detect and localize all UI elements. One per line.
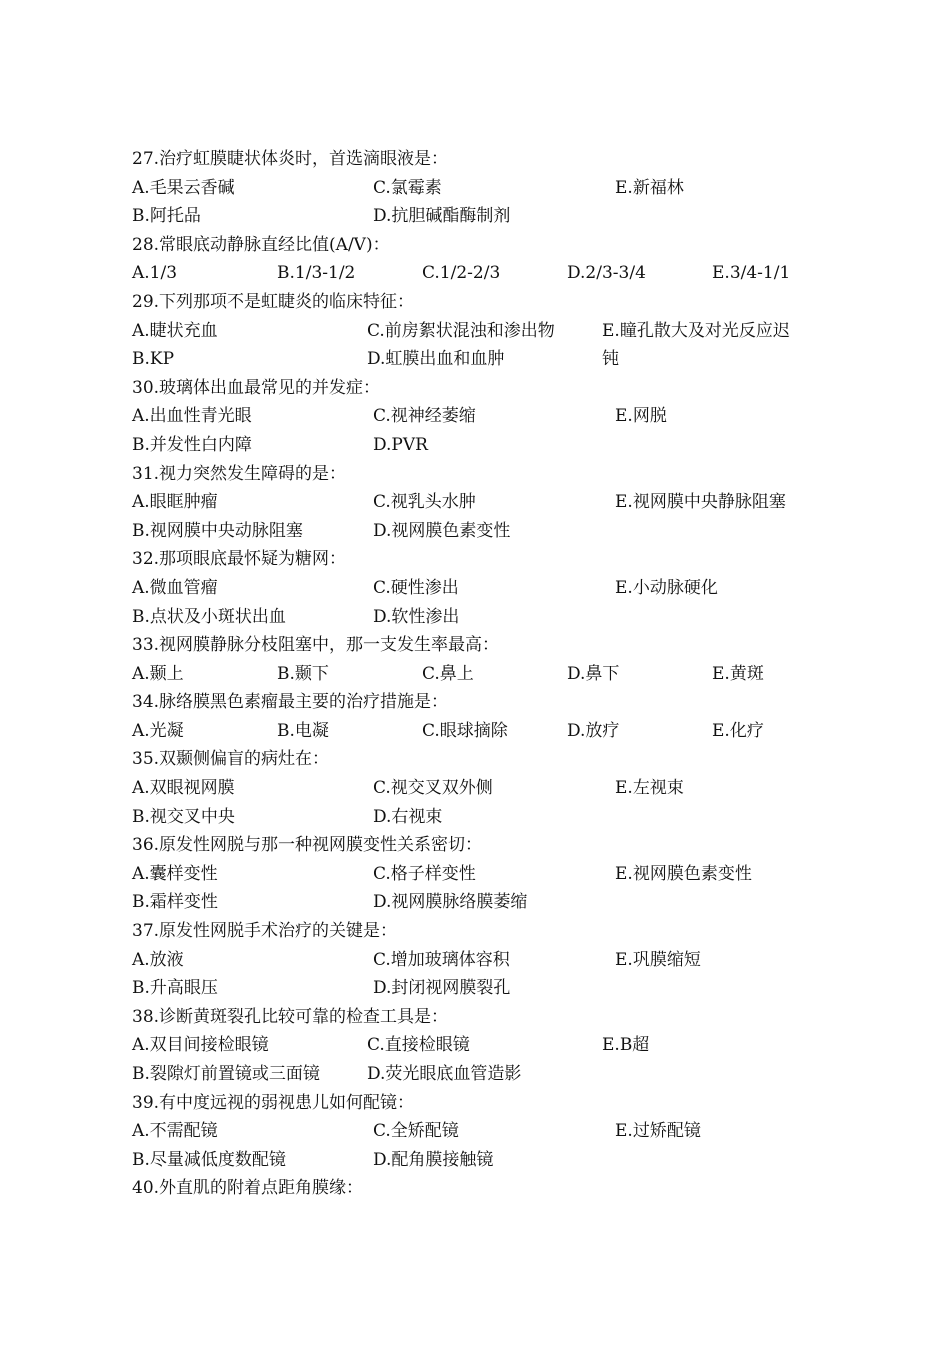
answer-option: A.睫状充血 xyxy=(132,320,218,341)
answer-option: A.1/3 xyxy=(132,263,178,284)
answer-option: A.双目间接检眼镜 xyxy=(132,1035,269,1056)
answer-option: A.放液 xyxy=(132,949,184,970)
answer-option: D.封闭视网膜裂孔 xyxy=(373,978,511,999)
answer-option: D.视网膜色素变性 xyxy=(373,520,511,541)
answer-option: A.光凝 xyxy=(132,720,184,741)
answer-option: E.化疗 xyxy=(712,720,764,741)
question-stem: 36.原发性网脱与那一种视网膜变性关系密切： xyxy=(132,835,483,856)
answer-option: E.视网膜中央静脉阻塞 xyxy=(615,492,786,513)
answer-option: 钝 xyxy=(602,349,619,370)
answer-option: E.瞳孔散大及对光反应迟 xyxy=(602,320,790,341)
answer-option: C.前房絮状混浊和渗出物 xyxy=(367,320,555,341)
question-list xyxy=(132,145,852,1203)
option-row xyxy=(132,888,852,917)
option-row xyxy=(132,803,852,832)
answer-option: D.抗胆碱酯酶制剂 xyxy=(373,206,511,227)
answer-option: C.增加玻璃体容积 xyxy=(373,949,510,970)
option-row xyxy=(132,1117,852,1146)
answer-option: C.1/2-2/3 xyxy=(422,263,501,284)
answer-option: C.视神经萎缩 xyxy=(373,406,476,427)
answer-option: E.过矫配镜 xyxy=(615,1121,701,1142)
option-row xyxy=(132,1060,852,1089)
option-row xyxy=(132,1031,852,1060)
answer-option: B.视交叉中央 xyxy=(132,806,235,827)
question-stem: 33.视网膜静脉分枝阻塞中，那一支发生率最高： xyxy=(132,635,500,656)
answer-option: A.眼眶肿瘤 xyxy=(132,492,218,513)
answer-option: B.升高眼压 xyxy=(132,978,218,999)
answer-option: D.虹膜出血和血肿 xyxy=(367,349,505,370)
option-row xyxy=(132,402,852,431)
option-row xyxy=(132,660,852,689)
answer-option: D.配角膜接触镜 xyxy=(373,1149,494,1170)
option-row xyxy=(132,946,852,975)
question-stem: 31.视力突然发生障碍的是： xyxy=(132,463,347,484)
answer-option: E.左视束 xyxy=(615,778,684,799)
answer-option: A.颞上 xyxy=(132,663,184,684)
option-row xyxy=(132,488,852,517)
answer-option: B.颞下 xyxy=(277,663,329,684)
answer-option: B.霜样变性 xyxy=(132,892,218,913)
answer-option: E.3/4-1/1 xyxy=(712,263,791,284)
answer-option: D.2/3-3/4 xyxy=(567,263,646,284)
answer-option: C.硬性渗出 xyxy=(373,577,459,598)
answer-option: B.1/3-1/2 xyxy=(277,263,356,284)
answer-option: D.右视束 xyxy=(373,806,443,827)
answer-option: B.电凝 xyxy=(277,720,329,741)
question-stem: 30.玻璃体出血最常见的并发症： xyxy=(132,377,381,398)
answer-option: C.氯霉素 xyxy=(373,177,442,198)
question-stem: 39.有中度远视的弱视患儿如何配镜： xyxy=(132,1092,415,1113)
answer-option: D.PVR xyxy=(373,434,428,455)
option-row xyxy=(132,974,852,1003)
option-row xyxy=(132,202,852,231)
answer-option: A.不需配镜 xyxy=(132,1121,218,1142)
answer-option: A.出血性青光眼 xyxy=(132,406,252,427)
answer-option: B.并发性白内障 xyxy=(132,434,252,455)
answer-option: C.鼻上 xyxy=(422,663,474,684)
answer-option: A.毛果云香碱 xyxy=(132,177,235,198)
option-row xyxy=(132,259,852,288)
option-row xyxy=(132,717,852,746)
question-stem: 27.治疗虹膜睫状体炎时，首选滴眼液是： xyxy=(132,149,449,169)
question-stem: 37.原发性网脱手术治疗的关键是： xyxy=(132,921,398,942)
option-row xyxy=(132,1146,852,1175)
answer-option: E.巩膜缩短 xyxy=(615,949,701,970)
answer-option: A.双眼视网膜 xyxy=(132,778,235,799)
option-row xyxy=(132,774,852,803)
question-stem: 38.诊断黄斑裂孔比较可靠的检查工具是： xyxy=(132,1006,449,1027)
answer-option: B.裂隙灯前置镜或三面镜 xyxy=(132,1064,320,1084)
question-stem: 34.脉络膜黑色素瘤最主要的治疗措施是： xyxy=(132,692,449,713)
option-row xyxy=(132,345,852,374)
option-row xyxy=(132,517,852,546)
question-stem: 40.外直肌的附着点距角膜缘： xyxy=(132,1178,364,1199)
answer-option: D.荧光眼底血管造影 xyxy=(367,1064,522,1084)
answer-option: E.B超 xyxy=(602,1035,650,1056)
question-stem: 29.下列那项不是虹睫炎的临床特征： xyxy=(132,291,415,312)
answer-option: C.眼球摘除 xyxy=(422,720,508,741)
answer-option: E.黄斑 xyxy=(712,663,764,684)
answer-option: C.全矫配镜 xyxy=(373,1121,459,1142)
option-row xyxy=(132,860,852,889)
option-row xyxy=(132,603,852,632)
question-stem: 35.双颞侧偏盲的病灶在： xyxy=(132,749,330,770)
answer-option: D.软性渗出 xyxy=(373,606,460,627)
answer-option: A.微血管瘤 xyxy=(132,577,218,598)
answer-option: C.格子样变性 xyxy=(373,863,476,884)
answer-option: E.网脱 xyxy=(615,406,667,427)
answer-option: E.新福林 xyxy=(615,177,684,198)
option-row xyxy=(132,317,852,346)
answer-option: D.放疗 xyxy=(567,720,620,741)
answer-option: B.阿托品 xyxy=(132,206,201,227)
answer-option: D.鼻下 xyxy=(567,663,620,684)
answer-option: E.小动脉硬化 xyxy=(615,577,718,598)
answer-option: C.视乳头水肿 xyxy=(373,492,476,513)
answer-option: B.KP xyxy=(132,349,175,370)
answer-option: B.点状及小斑状出血 xyxy=(132,606,286,627)
option-row xyxy=(132,174,852,203)
answer-option: C.视交叉双外侧 xyxy=(373,778,493,799)
question-stem: 28.常眼底动静脉直经比值(A/V)： xyxy=(132,234,390,255)
answer-option: A.囊样变性 xyxy=(132,863,218,884)
answer-option: D.视网膜脉络膜萎缩 xyxy=(373,892,528,913)
answer-option: B.视网膜中央动脉阻塞 xyxy=(132,520,303,541)
question-stem: 32.那项眼底最怀疑为糖网： xyxy=(132,549,347,570)
answer-option: E.视网膜色素变性 xyxy=(615,863,752,884)
answer-option: C.直接检眼镜 xyxy=(367,1035,470,1056)
option-row xyxy=(132,574,852,603)
option-row xyxy=(132,431,852,460)
answer-option: B.尽量减低度数配镜 xyxy=(132,1149,286,1170)
